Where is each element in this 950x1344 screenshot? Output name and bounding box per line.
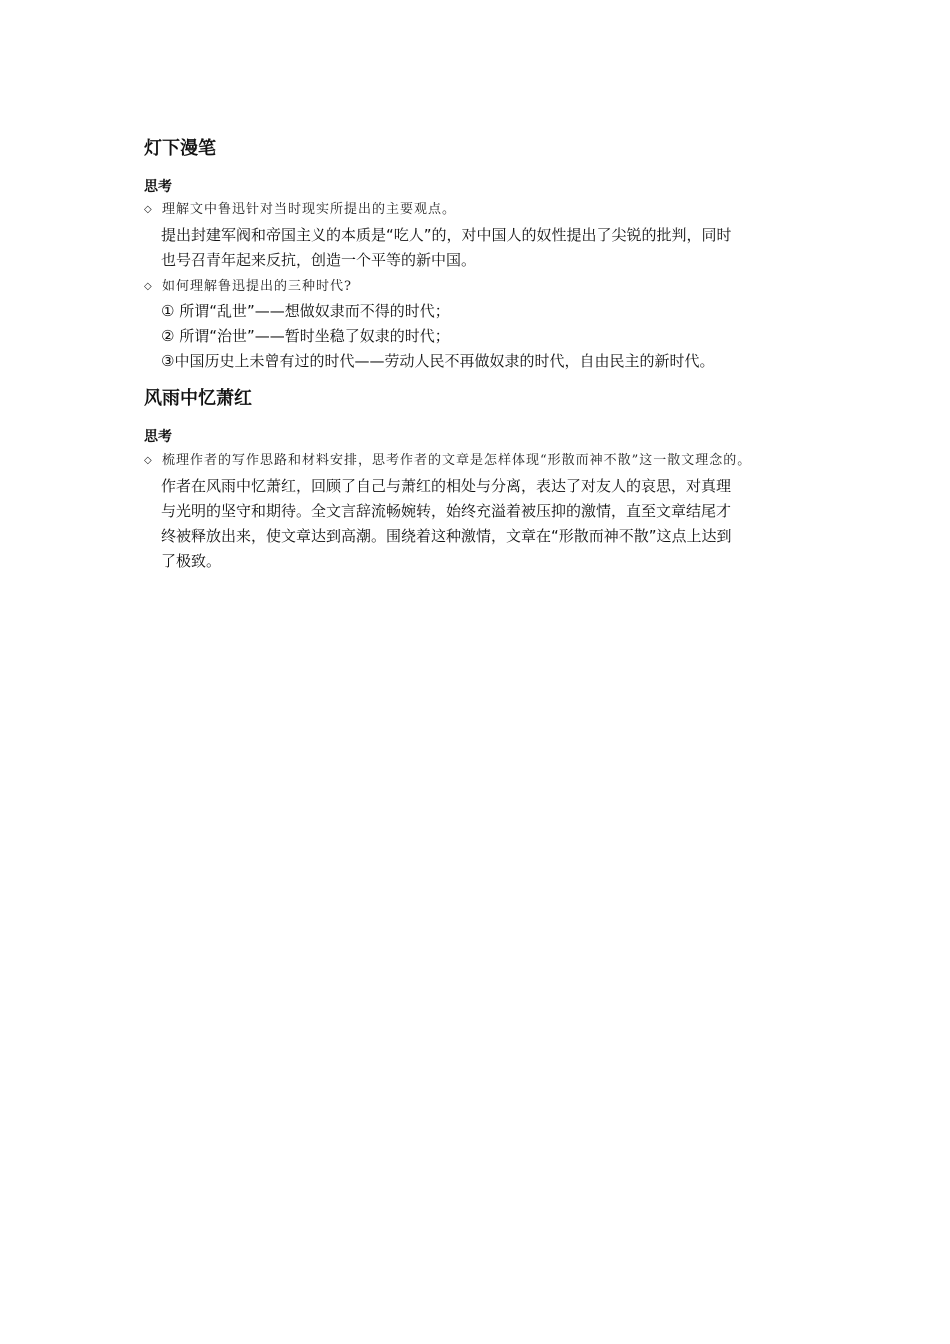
question-item (144, 199, 814, 221)
answer-block (161, 223, 814, 273)
diamond-outline-icon: ◇ (144, 455, 152, 466)
answer-block (161, 474, 814, 574)
answer-line: 终被释放出来，使文章达到高潮。围绕着这种激情，文章在“形散而神不散”这点上达到 (161, 527, 732, 545)
question-item (144, 276, 814, 298)
answer-block (161, 299, 814, 374)
answer-line: 提出封建军阀和帝国主义的本质是“吃人”的，对中国人的奴性提出了尖锐的批判，同时 (161, 226, 732, 244)
diamond-outline-icon: ◇ (144, 281, 152, 292)
answer-line: 了极致。 (161, 552, 222, 570)
answer-line: ② 所谓“治世”——暂时坐稳了奴隶的时代； (161, 327, 450, 345)
section-title: 灯下漫笔 (144, 138, 216, 159)
answer-line: 作者在风雨中忆萧红，回顾了自己与萧红的相处与分离，表达了对友人的哀思，对真理 (161, 477, 732, 495)
diamond-outline-icon: ◇ (144, 204, 152, 215)
question-text: 如何理解鲁迅提出的三种时代? (162, 279, 352, 294)
section-subtitle: 思考 (144, 179, 172, 195)
question-item (144, 450, 814, 472)
document-page (144, 136, 814, 574)
answer-line: 也号召青年起来反抗，创造一个平等的新中国。 (161, 251, 477, 269)
section-subtitle: 思考 (144, 429, 172, 445)
answer-line: ① 所谓“乱世”——想做奴隶而不得的时代； (161, 302, 450, 320)
section-title: 风雨中忆萧红 (144, 388, 252, 409)
question-text: 梳理作者的写作思路和材料安排，思考作者的文章是怎样体现“形散而神不散”这一散文理念的。 (162, 453, 752, 468)
question-text: 理解文中鲁迅针对当时现实所提出的主要观点。 (162, 202, 457, 217)
answer-line: 与光明的坚守和期待。全文言辞流畅婉转，始终充溢着被压抑的激情，直至文章结尾才 (161, 502, 732, 520)
answer-line: ③中国历史上未曾有过的时代——劳动人民不再做奴隶的时代，自由民主的新时代。 (161, 352, 715, 370)
